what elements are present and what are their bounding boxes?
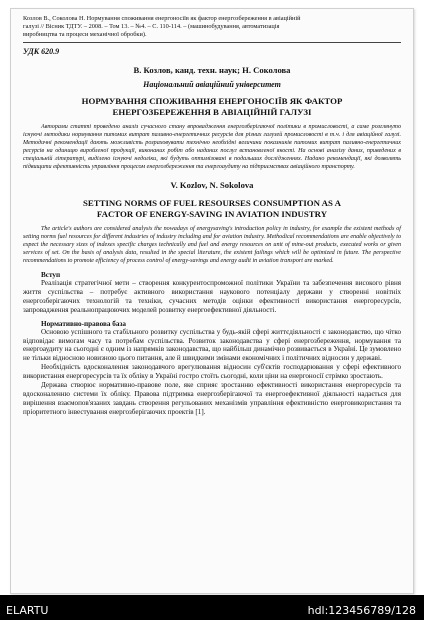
udk-code: УДК 620.9 (23, 47, 60, 56)
title-line: FACTOR OF ENERGY-SAVING IN AVIATION INDUSTRY (96, 209, 328, 220)
affiliation-ukrainian: Національний авіаційний університет (143, 80, 281, 89)
title-line: ЕНЕРГОЗБЕРЕЖЕННЯ В АВІАЦІЙНІЙ ГАЛУЗІ (112, 107, 312, 117)
abstract-ukrainian: Авторами статті проведено аналіз сучасного стану впровадження енергозберігаючої політики в промисловості, а саме розглянуто існуючі методики нормування питомих витрат паливно-енергетичних ресурсів для різних галузей промисловості в т.ч. і для авіаційної галузі. Методичні рекомендації дають можливість розраховувати технічно необхідні величини показників питомих витрат паливно-енергетичних ресурсів на одиницю виробленої продукції, виконаних робіт або наданих послуг встановленої якості. На основі аналізу даних, приведених в спеціальній літературі, виділено існуючі недоліки, які будуть оптимізовані в подальших дослідженнях. Надано рекомендації, які дозволять підвищити ефективність управління процесом енергозбереження та енергоаудиту на підприємствах авіаційного транспорту. (23, 124, 401, 170)
viewer-footer-bar (0, 595, 424, 620)
header-divider (23, 42, 401, 43)
citation-line: галузі // Вісник ТДТУ. – 2008. – Том 13. – №4. – С. 110-114. – (машинобудування, автоматизація (23, 23, 280, 30)
section-title-legal-base: Нормативно-правова база (41, 319, 126, 328)
citation-header (23, 15, 401, 39)
citation-line: виробництва та процеси механічної обробки). (23, 31, 147, 38)
title-english (23, 198, 401, 220)
repository-name: ELARTU (6, 604, 49, 617)
handle-identifier[interactable]: hdl:123456789/128 (307, 604, 416, 617)
authors-english: V. Kozlov, N. Sokolova (170, 180, 254, 191)
page-content (23, 15, 401, 589)
section-title-intro: Вступ (41, 270, 61, 279)
abstract-english: The article's authors are considered analysis the nowadays of energysaving's introduction policy in industry, for example the existent methods of setting norms fuel resources for different industries of industry including and for aviation industry. Methodical recommendations are enable objectively to expect the necessary sizes of indexes specific charges technically and fuel and energy resources on unit of mine-out products, executed works or given services of set. On the basis of analysis data, resulted in the special literature, the existent failings which will be optimized in future. The perspective recommendations to promote efficiency of process control of energy-savings and energy audit in aviation transport are marked. (23, 226, 401, 265)
body-paragraph: Основою успішного та стабільного розвитку суспільства у будь-якій сфері життєдіяльності є законодавство, що чітко відповідає вимогам часу та потребам суспільства. Розвиток законодавства у сфері енергозбереження, нормування та енергоаудиту на сьогодні є одним із напрямків законодавства, що найбільш динамічно розвивається в Україні. Це зумовлено не тільки відносною новизною цього питання, але й швидкими змінами економічних і політичних відносин у державі. (23, 327, 401, 363)
title-line: НОРМУВАННЯ СПОЖИВАННЯ ЕНЕРГОНОСІЇВ ЯК ФАКТОР (81, 96, 343, 106)
authors-ukrainian: В. Козлов, канд. техн. наук; Н. Соколова (133, 65, 291, 75)
citation-line: Козлов В., Соколова Н. Нормування споживання енергоносіїв як фактор енергозбереження в авіаційній (23, 15, 301, 22)
title-ukrainian (23, 96, 401, 118)
body-paragraph: Реалізація стратегічної мети – створення конкурентоспроможної політики України та забезпечення високого рівня життя суспільства – потребує активного використання наукового потенціалу держави у створенні новітніх енергозберігаючих технологій та техніки, сучасних методів оцінки ефективності використання енергоресурсів, запровадження реальнопрацюючих моделей розвитку енергоефективної діяльності. (23, 278, 401, 314)
title-line: SETTING NORMS OF FUEL RESOURSES CONSUMPTION AS A (82, 198, 341, 209)
body-paragraph: Необхідність вдосконалення законодавчого врегулювання відносин суб'єктів господарювання у сфері ефективного використання енергоресурсів та їх обліку в Україні гостро стоїть сьогодні, коли ціни на енергоносії стрімко зростають. (23, 363, 401, 381)
document-page (10, 8, 414, 594)
body-paragraph: Держава створює нормативно-правове поле, яке сприяє зростанню ефективності використання енергоресурсів та вдосконаленню системи їх обліку. Правова підтримка енергозберігаючої та енергоефективної діяльності надається для вирішення взаємопов'язаних завдань створення регульованих механізмів управління ефективністю енерговикористання та пріоритетного інвестування енергозберігаючих проектів [1]. (23, 381, 401, 416)
